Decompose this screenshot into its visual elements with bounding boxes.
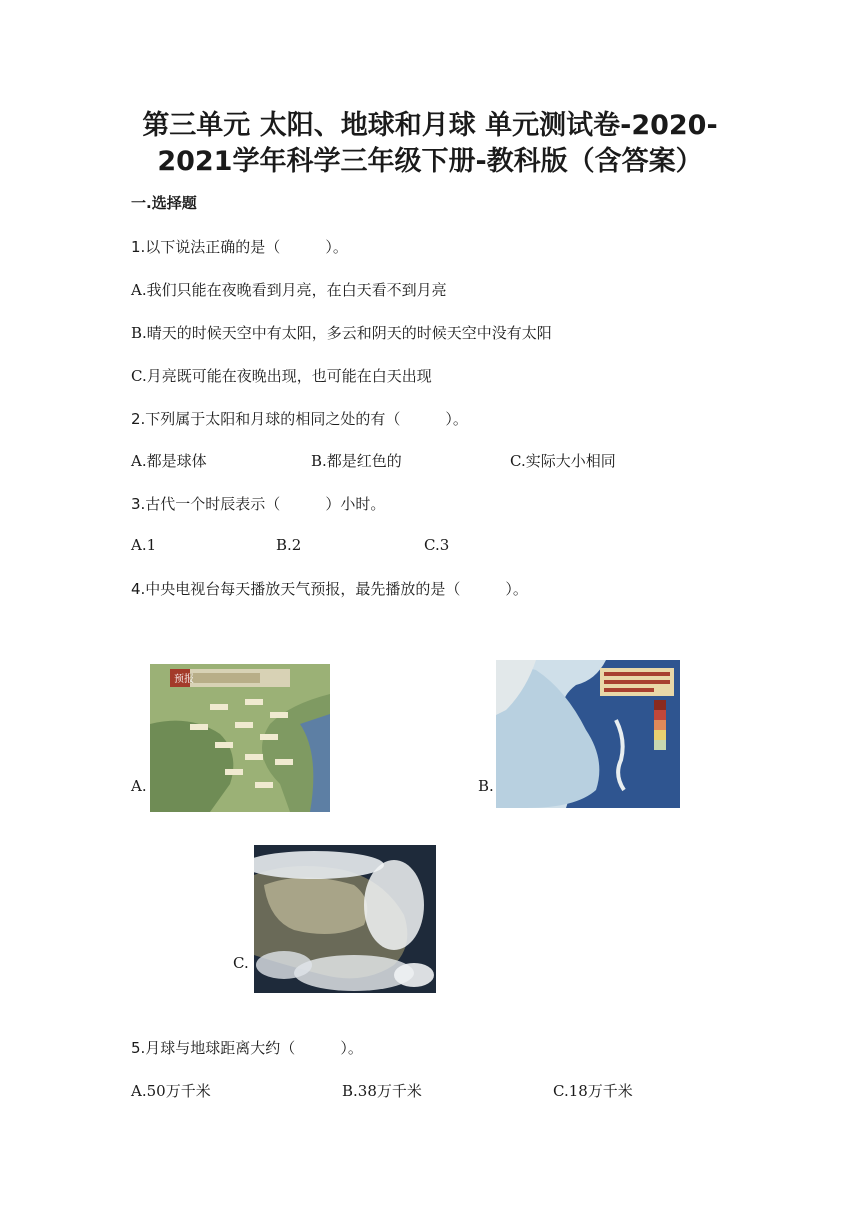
- doc-title-line-1: 第三单元 太阳、地球和月球 单元测试卷-2020-: [142, 110, 718, 141]
- satellite-cloud-image-icon[interactable]: [254, 845, 436, 993]
- question-2-option-c[interactable]: C.实际大小相同: [510, 452, 616, 470]
- question-1-stem: 1.以下说法正确的是（ ）。: [131, 238, 348, 256]
- question-1-option-a[interactable]: A.我们只能在夜晚看到月亮，在白天看不到月亮: [131, 281, 447, 299]
- sea-weather-map-icon[interactable]: [496, 660, 680, 808]
- question-2-stem: 2.下列属于太阳和月球的相同之处的有（ ）。: [131, 410, 468, 428]
- question-5-option-b[interactable]: B.38万千米: [342, 1082, 422, 1100]
- question-5-option-c[interactable]: C.18万千米: [553, 1082, 633, 1100]
- question-3-stem: 3.古代一个时辰表示（ ）小时。: [131, 495, 386, 513]
- section-heading: 一.选择题: [131, 194, 197, 212]
- question-4-stem: 4.中央电视台每天播放天气预报，最先播放的是（ ）。: [131, 580, 528, 598]
- doc-title-line-2: 2021学年科学三年级下册-教科版（含答案）: [157, 146, 703, 177]
- question-3-option-c[interactable]: C.3: [424, 536, 450, 554]
- question-5-option-a[interactable]: A.50万千米: [131, 1082, 211, 1100]
- question-4-option-c[interactable]: C.: [233, 954, 249, 972]
- question-1-option-b[interactable]: B.晴天的时候天空中有太阳，多云和阴天的时候天空中没有太阳: [131, 324, 552, 342]
- question-3-option-a[interactable]: A.1: [131, 536, 157, 554]
- question-5-stem: 5.月球与地球距离大约（ ）。: [131, 1039, 363, 1057]
- city-weather-forecast-map-icon[interactable]: [150, 664, 330, 812]
- question-3-option-b[interactable]: B.2: [276, 536, 302, 554]
- question-2-option-a[interactable]: A.都是球体: [131, 452, 207, 470]
- question-4-option-a[interactable]: A.: [131, 777, 147, 795]
- forecast-caption: 预报: [174, 674, 194, 685]
- question-1-option-c[interactable]: C.月亮既可能在夜晚出现，也可能在白天出现: [131, 367, 432, 385]
- question-2-option-b[interactable]: B.都是红色的: [311, 452, 402, 470]
- question-4-option-b[interactable]: B.: [478, 777, 494, 795]
